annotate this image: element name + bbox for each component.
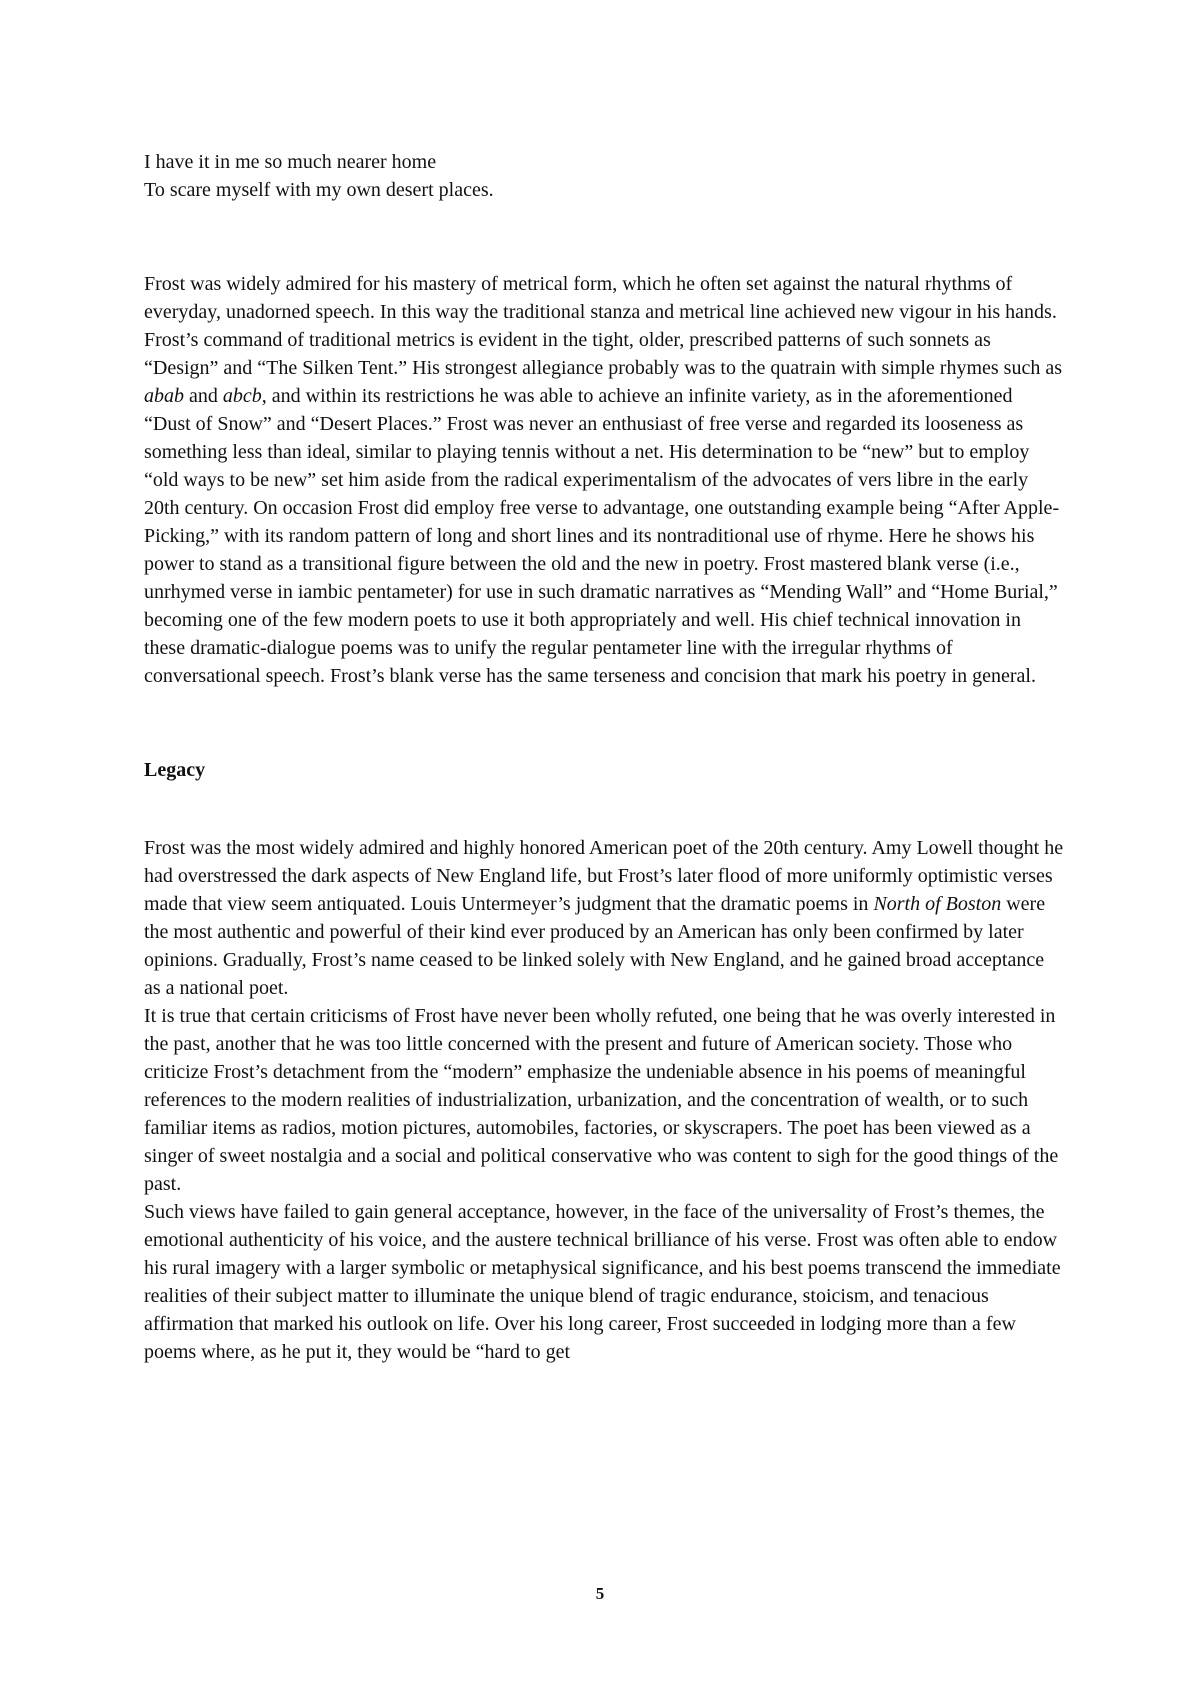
paragraph-text: and: [184, 385, 223, 407]
paragraph-criticisms: It is true that certain criticisms of Frost have never been wholly refuted, one being that he was overly interested in the past, another that he was too little concerned with the present and future of American society. Those who criticize Frost’s detachment from the “modern” emphasize the undeniable absence in his poems of meaningful references to the modern realities of industrialization, urbanization, and the concentration of wealth, or to such familiar items as radios, motion pictures, automobiles, factories, or skyscrapers. The poet has been viewed as a singer of sweet nostalgia and a social and political conservative who was content to sigh for the good things of the past.: [144, 1005, 1059, 1195]
poem-line: To scare myself with my own desert places.: [144, 179, 494, 201]
paragraph-text: Frost was widely admired for his mastery of metrical form, which he often set against the natural rhythms of everyday, unadorned speech. In this way the traditional stanza and metrical line achieved new vigour in his hands. Frost’s command of traditional metrics is evident in the tight, older, prescribed patterns of such sonnets as “Design” and “The Silken Tent.” His strongest allegiance probably was to the quatrain with simple rhymes such as: [144, 273, 1062, 379]
paragraph-text: , and within its restrictions he was able to achieve an infinite variety, as in the aforementioned “Dust of Snow” and “Desert Places.” Frost was never an enthusiast of free verse and regarded its looseness as something less than ideal, similar to playing tennis without a net. His determination to be “new” but to employ “old ways to be new” set him aside from the radical experimentalism of the advocates of vers libre in the early 20th century. On occasion Frost did employ free verse to advantage, one outstanding example being “After Apple-Picking,” with its random pattern of long and short lines and its nontraditional use of rhyme. Here he shows his power to stand as a transitional figure between the old and the new in poetry. Frost mastered blank verse (i.e., unrhymed verse in iambic pentameter) for use in such dramatic narratives as “Mending Wall” and “Home Burial,” becoming one of the few modern poets to use it both appropriately and well. His chief technical innovation in these dramatic-dialogue poems was to unify the regular pentameter line with the irregular rhythms of conversational speech. Frost’s blank verse has the same terseness and concision that mark his poetry in general.: [144, 385, 1060, 687]
paragraph-text: Frost was the most widely admired and highly honored American poet of the 20th century. Amy Lowell thought he had overstressed the dark aspects of New England life, but Frost’s later flood of more uniformly optimistic verses made that view seem antiquated. Louis Untermeyer’s judgment that the dramatic poems in: [144, 837, 1064, 915]
paragraph-acceptance: Such views have failed to gain general acceptance, however, in the face of the universality of Frost’s themes, the emotional authenticity of his voice, and the austere technical brilliance of his verse. Frost was often able to endow his rural imagery with a larger symbolic or metaphysical significance, and his best poems transcend the immediate realities of their subject matter to illuminate the unique blend of tragic endurance, stoicism, and tenacious affirmation that marked his outlook on life. Over his long career, Frost succeeded in lodging more than a few poems where, as he put it, they would be “hard to get: [144, 1201, 1061, 1363]
book-title: North of Boston: [873, 893, 1002, 915]
page-number: 5: [595, 1584, 605, 1603]
section-heading: Legacy: [144, 759, 206, 781]
page-content: [144, 148, 1064, 1366]
paragraph-legacy-intro: [144, 834, 1064, 1002]
paragraph-text: were the most authentic and powerful of their kind ever produced by an American has only been confirmed by later opinions. Gradually, Frost’s name ceased to be linked solely with New England, and he gained broad acceptance as a national poet.: [144, 893, 1046, 999]
poem-line: I have it in me so much nearer home: [144, 151, 437, 173]
poem-excerpt: [144, 148, 1064, 204]
italic-term: abab: [144, 385, 184, 407]
paragraph-metrical-form: [144, 270, 1064, 690]
italic-term: abcb: [222, 385, 262, 407]
